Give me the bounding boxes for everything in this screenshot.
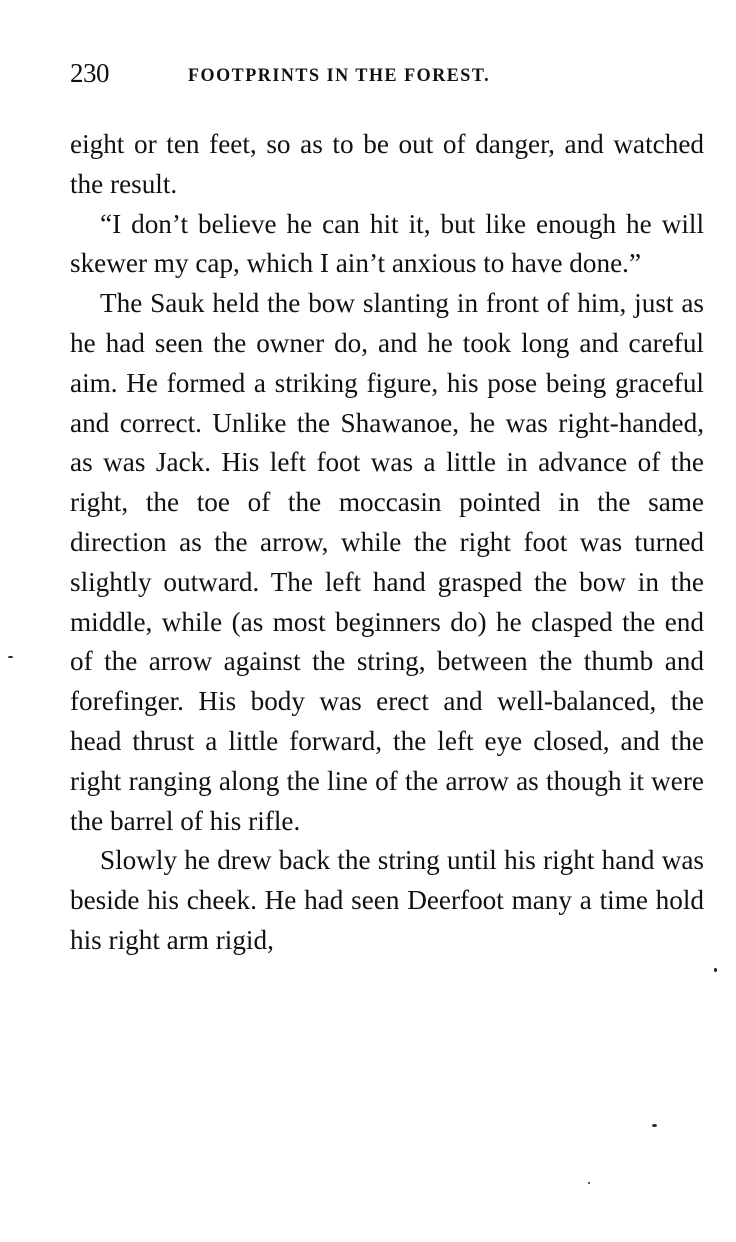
running-head <box>70 58 710 94</box>
paragraph-drew-string: Slowly he drew back the string until his right hand was beside his cheek. He had seen Deerfoot many a time hold his right arm rigid, <box>70 845 704 955</box>
print-speck <box>714 968 717 972</box>
paragraph-sauk-aim: The Sauk held the bow slanting in front of him, just as he had seen the owner do, and he took long and careful aim. He formed a striking figure, his pose being graceful and correct. Unlike the Shawanoe, he was right-handed, as was Jack. His left foot was a little in advance of the right, the toe of the moccasin pointed in the same direction as the arrow, while the right foot was turned slightly outward. The left hand grasped the bow in the middle, while (as most beginners do) he clasped the end of the arrow against the string, between the thumb and forefinger. His body was erect and well-balanced, the head thrust a little forward, the left eye closed, and the right ranging along the line of the arrow as though it were the barrel of his rifle. <box>70 288 704 836</box>
paragraph-quote: “I don’t believe he can hit it, but like enough he will skewer my cap, which I ain’t anxious to have done.” <box>70 208 704 279</box>
page-number: 230 <box>70 58 109 88</box>
paragraph-continuation: eight or ten feet, so as to be out of danger, and watched the result. <box>70 129 704 199</box>
print-speck <box>652 1124 657 1127</box>
body-text <box>70 125 704 961</box>
print-speck <box>8 656 13 658</box>
print-speck <box>588 1182 590 1184</box>
running-title: FOOTPRINTS IN THE FOREST. <box>188 65 491 86</box>
